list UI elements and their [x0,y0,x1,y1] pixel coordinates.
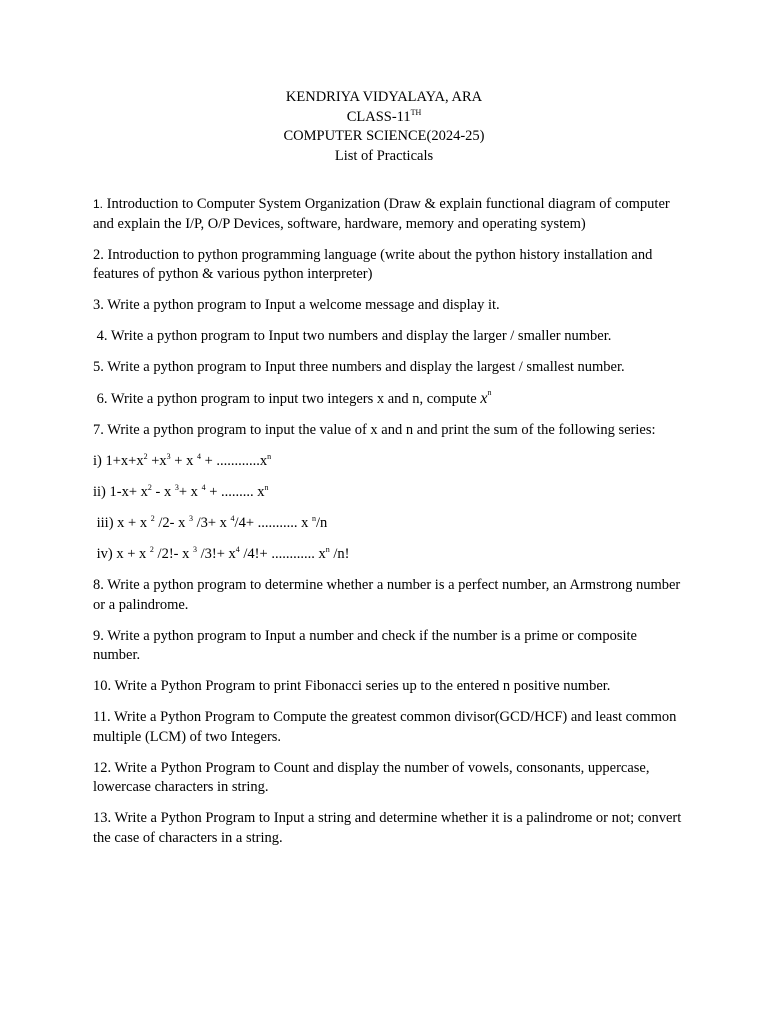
series-term: /4!+ ............ x [239,546,326,562]
list-item: 8. Write a python program to determine whether a number is a perfect number, an Armstrong number or a palindrome. [93,577,681,613]
series-exponent: n [325,545,330,554]
item-number: 1. [93,197,104,211]
class-line [0,108,768,128]
series-exponent: 4 [230,514,235,523]
series-term: iv) x + x [93,546,150,562]
series-formula [93,452,683,472]
series-term: /2- x [154,515,189,531]
series-exponent: 4 [201,483,206,492]
series-term: /4+ ........... x [234,515,313,531]
list-item: 13. Write a Python Program to Input a string and determine whether it is a palindrome or not; convert the case of characters in a string. [93,810,682,846]
series-term: iii) x + x [93,515,151,531]
list-item: 10. Write a Python Program to print Fibonacci series up to the entered n positive number. [93,678,611,694]
list-item [93,389,683,410]
series-exponent: 2 [147,483,152,492]
series-exponent: 3 [166,452,171,461]
list-item: 2. Introduction to python programming language (write about the python history installation and features of python & various python interpreter) [93,246,653,282]
formula-x-power-n [480,390,491,407]
document-title: List of Practicals [334,147,434,164]
series-exponent: 3 [174,483,179,492]
series-term: +x [147,453,167,469]
series-term: + ............x [200,453,268,469]
school-name: KENDRIYA VIDYALAYA, ARA [285,89,483,105]
series-exponent: 2 [150,514,155,523]
series-term: /n [316,515,328,531]
series-term: /3+ x [192,515,231,531]
class-text: CLASS-11 [346,108,411,125]
list-item [93,195,683,234]
series-term: /3!+ x [196,546,236,562]
list-item: 11. Write a Python Program to Compute the greatest common divisor(GCD/HCF) and least common multiple (LCM) of two Integers. [93,709,677,745]
series-term: i) 1+x+x [93,453,144,469]
series-exponent: 3 [188,514,193,523]
series-exponent: 3 [192,545,197,554]
series-formula [93,545,683,565]
subject-line: COMPUTER SCIENCE(2024-25) [283,128,485,144]
series-term: /n! [329,546,350,562]
list-item: 3. Write a python program to Input a welcome message and display it. [93,297,500,313]
list-item: 4. Write a python program to Input two numbers and display the larger / smaller number. [93,328,612,344]
series-exponent: 4 [196,452,201,461]
series-term: - x [151,484,175,500]
item-text: 6. Write a python program to input two integers x and n, compute [93,391,481,407]
practicals-list [93,195,683,860]
formula-base: x [480,390,488,407]
series-term: /2!- x [153,546,193,562]
series-exponent: 4 [235,545,240,554]
series-term: + x [170,453,197,469]
formula-exponent: n [487,388,492,397]
item-text: Introduction to Computer System Organization (Draw & explain functional diagram of computer and explain the I/P, O/P Devices, software, hardware, memory and operating system) [93,196,670,232]
list-item: 7. Write a python program to input the value of x and n and print the sum of the following series: [93,422,656,438]
list-item: 5. Write a python program to Input three numbers and display the largest / smallest number. [93,359,625,375]
list-item: 9. Write a python program to Input a number and check if the number is a prime or composite number. [93,627,637,663]
document-header [0,88,768,166]
series-term: + x [178,484,202,500]
series-exponent: 2 [143,452,148,461]
series-formula [93,514,683,534]
series-formula [93,483,683,503]
class-superscript: TH [410,107,422,117]
series-exponent: n [312,514,317,523]
series-term: + ......... x [205,484,265,500]
series-exponent: n [264,483,269,492]
series-term: ii) 1-x+ x [93,484,148,500]
series-exponent: n [267,452,272,461]
series-exponent: 2 [149,545,154,554]
list-item: 12. Write a Python Program to Count and display the number of vowels, consonants, uppercase, lowercase characters in string. [93,759,650,795]
